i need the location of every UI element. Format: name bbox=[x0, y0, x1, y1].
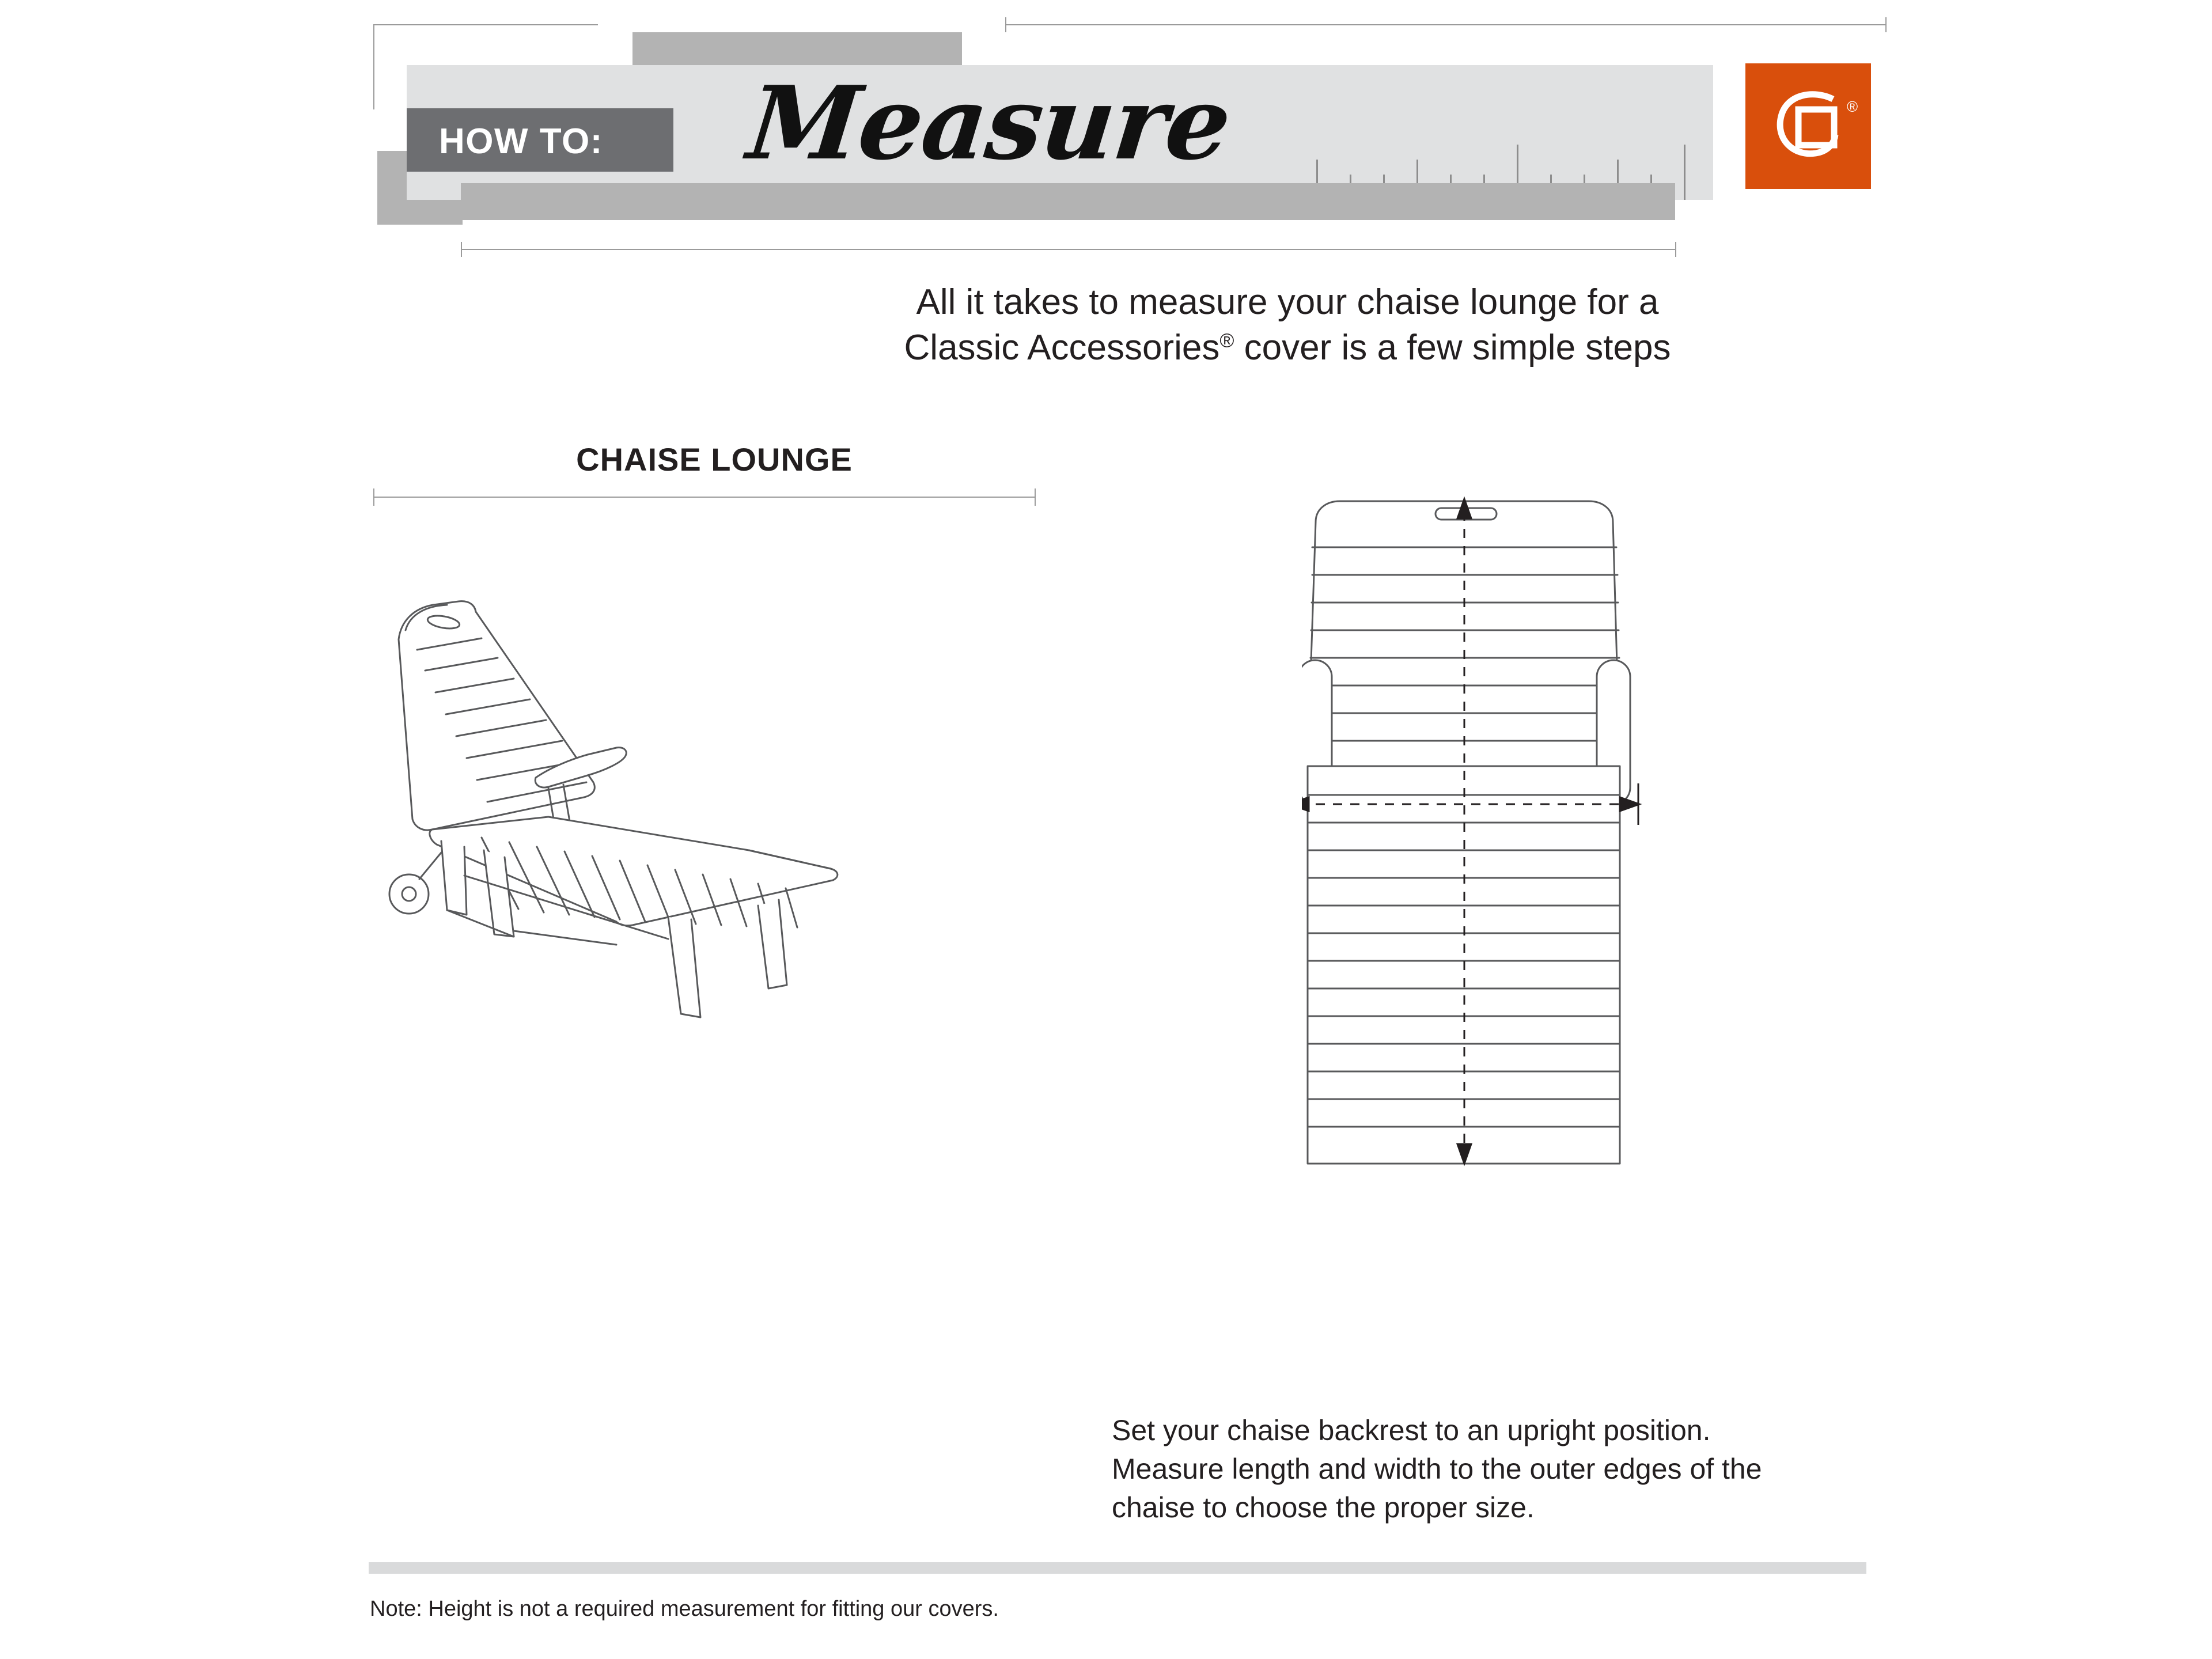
header-guide-bottom bbox=[461, 249, 1676, 250]
header-guide-top-left bbox=[373, 24, 598, 25]
page-title: Measure bbox=[743, 65, 1236, 183]
measurement-instructions bbox=[1112, 1411, 1861, 1527]
section-title-rule-cap-left bbox=[373, 488, 374, 506]
registered-mark: ® bbox=[1219, 329, 1234, 352]
intro-line-2 bbox=[691, 325, 1884, 370]
caption-line-3: chaise to choose the proper size. bbox=[1112, 1491, 1535, 1524]
caption-line-2: Measure length and width to the outer edges of the bbox=[1112, 1453, 1762, 1485]
header-accent-block-top bbox=[632, 32, 962, 68]
intro-text bbox=[691, 279, 1884, 371]
section-title-rule bbox=[373, 497, 1036, 498]
intro-line-1: All it takes to measure your chaise lounge for a bbox=[916, 282, 1659, 322]
header-grey-band bbox=[461, 183, 1675, 220]
header-guide-bottom-cap-right bbox=[1675, 242, 1676, 257]
header-guide-cap-right bbox=[1885, 17, 1887, 32]
section-title-rule-cap-right bbox=[1035, 488, 1036, 506]
chaise-lounge-perspective-illustration bbox=[346, 507, 1083, 1060]
footer-divider bbox=[369, 1562, 1866, 1574]
section-title: CHAISE LOUNGE bbox=[576, 441, 853, 478]
intro-line-2-rest: cover is a few simple steps bbox=[1234, 328, 1671, 368]
chaise-lounge-top-view-illustration bbox=[1302, 495, 1705, 1302]
caption-line-1: Set your chaise backrest to an upright position. bbox=[1112, 1414, 1711, 1446]
header-guide-bottom-cap-left bbox=[461, 242, 462, 257]
header-guide-cap-mid bbox=[1005, 17, 1006, 32]
classic-accessories-logo bbox=[1745, 63, 1871, 189]
footer-note: Note: Height is not a required measurement for fitting our covers. bbox=[370, 1597, 999, 1621]
header-guide-top-right bbox=[1005, 24, 1887, 25]
how-to-label: HOW TO: bbox=[439, 122, 603, 161]
page-header bbox=[0, 0, 2212, 271]
svg-text:®: ® bbox=[1847, 98, 1858, 115]
header-guide-vert-left bbox=[373, 24, 374, 109]
intro-brand: Classic Accessories bbox=[904, 328, 1220, 368]
ruler-graphic bbox=[1299, 65, 1713, 200]
